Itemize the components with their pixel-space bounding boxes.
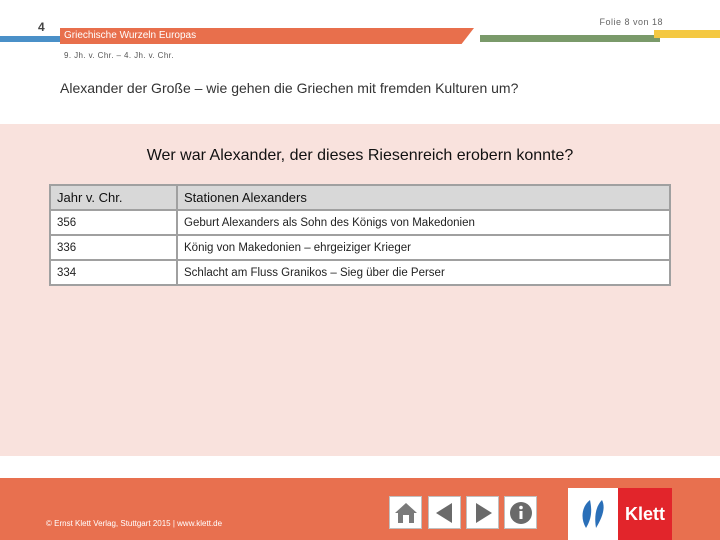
header-green-bar — [480, 35, 660, 42]
chapter-title: Griechische Wurzeln Europas — [64, 30, 197, 41]
sub-question: Wer war Alexander, der dieses Riesenreich erobern konnte? — [146, 147, 574, 164]
forward-arrow-icon — [470, 500, 496, 526]
forward-button[interactable] — [466, 496, 499, 529]
content-area — [0, 124, 720, 456]
chapter-number: 4 — [38, 20, 45, 34]
column-header-year: Jahr v. Chr. — [50, 185, 177, 210]
stations-table — [49, 184, 671, 286]
station-cell: Geburt Alexanders als Sohn des Königs von Makedonien — [177, 210, 670, 235]
copyright-text: © Ernst Klett Verlag, Stuttgart 2015 | www.klett.de — [46, 519, 223, 528]
period-label: 9. Jh. v. Chr. – 4. Jh. v. Chr. — [64, 51, 174, 60]
table-row — [50, 210, 670, 235]
home-button[interactable] — [389, 496, 422, 529]
klett-wordmark: Klett — [618, 488, 672, 540]
home-icon — [393, 500, 419, 526]
table-header-row — [50, 185, 670, 210]
year-cell: 356 — [50, 210, 177, 235]
back-arrow-icon — [432, 500, 458, 526]
year-cell: 336 — [50, 235, 177, 260]
year-cell: 334 — [50, 260, 177, 285]
station-cell: König von Makedonien – ehrgeiziger Krieger — [177, 235, 670, 260]
header-yellow-bar — [654, 30, 720, 38]
info-icon — [508, 500, 534, 526]
table-row — [50, 235, 670, 260]
station-cell: Schlacht am Fluss Granikos – Sieg über die Perser — [177, 260, 670, 285]
slide-counter: Folie 8 von 18 — [599, 17, 663, 27]
klett-leaf-icon — [576, 496, 612, 532]
header-blue-bar — [0, 36, 60, 42]
table-row — [50, 260, 670, 285]
back-button[interactable] — [428, 496, 461, 529]
info-button[interactable] — [504, 496, 537, 529]
slide-question: Alexander der Große – wie gehen die Griechen mit fremden Kulturen um? — [60, 80, 519, 96]
column-header-stations: Stationen Alexanders — [177, 185, 670, 210]
footer-spacer — [0, 456, 720, 478]
